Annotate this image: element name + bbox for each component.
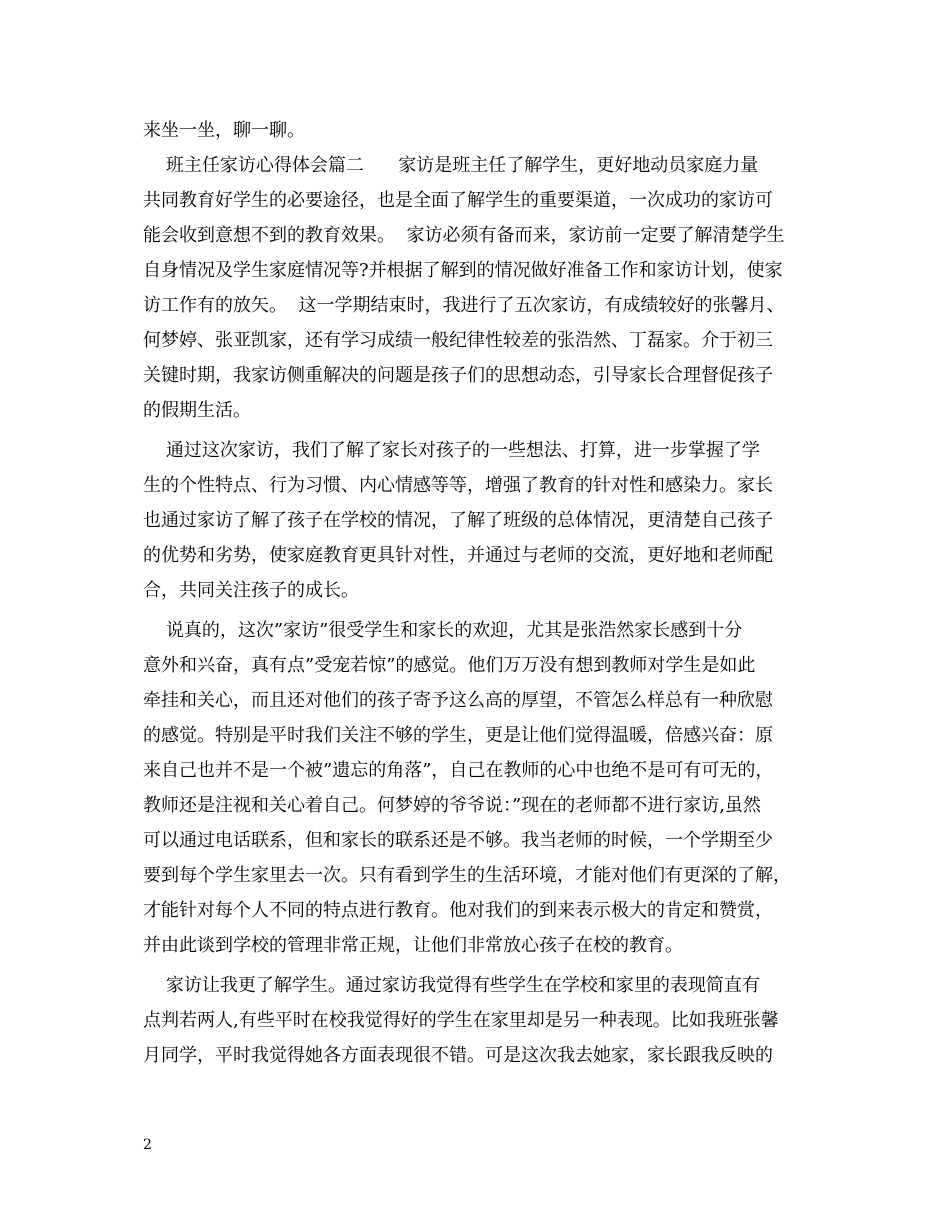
text-line: 并由此谈到学校的管理非常正规，让他们非常放心孩子在校的教育。 [143, 935, 683, 956]
text-line: 何梦婷、张亚凯家，还有学习成绩一般纪律性较差的张浩然、丁磊家。介于初三 [143, 330, 773, 351]
text-line: 的假期生活。 [143, 400, 251, 421]
text-line: 来自己也并不是一个被”遗忘的角落”，自己在教师的心中也绝不是可有可无的， [143, 760, 774, 781]
text-line: 意外和兴奋，真有点”受宠若惊”的感觉。他们万万没有想到教师对学生是如此 [143, 655, 756, 676]
text-line: 教师还是注视和关心着自己。何梦婷的爷爷说：”现在的老师都不进行家访,虽然 [143, 795, 761, 816]
text-line: 共同教育好学生的必要途径，也是全面了解学生的重要渠道，一次成功的家访可 [143, 190, 773, 211]
text-line: 的优势和劣势，使家庭教育更具针对性，并通过与老师的交流，更好地和老师配 [143, 545, 773, 566]
text-line: 牵挂和关心，而且还对他们的孩子寄予这么高的厚望，不管怎么样总有一种欣慰 [143, 690, 773, 711]
page-number: 2 [143, 1137, 152, 1153]
text-line: 点判若两人,有些平时在校我觉得好的学生在家里却是另一种表现。比如我班张馨 [143, 1010, 779, 1031]
text-line: 合，共同关注孩子的成长。 [143, 580, 359, 601]
text-line: 可以通过电话联系，但和家长的联系还是不够。我当老师的时候，一个学期至少 [143, 830, 773, 851]
text-line: 才能针对每个人不同的特点进行教育。他对我们的到来表示极大的肯定和赞赏， [143, 900, 773, 921]
text-line: 月同学，平时我觉得她各方面表现很不错。可是这次我去她家，家长跟我反映的 [143, 1045, 773, 1066]
text-line: 说真的，这次”家访”很受学生和家长的欢迎，尤其是张浩然家长感到十分 [143, 620, 743, 641]
text-line: 要到每个学生家里去一次。只有看到学生的生活环境，才能对他们有更深的了解， [143, 865, 791, 886]
text-line: 来坐一坐，聊一聊。 [143, 120, 305, 141]
text-line: 也通过家访了解了孩子在学校的情况，了解了班级的总体情况，更清楚自己孩子 [143, 510, 773, 531]
text-line: 班主任家访心得体会篇二 家访是班主任了解学生，更好地动员家庭力量 [143, 155, 759, 176]
text-line: 生的个性特点、行为习惯、内心情感等等，增强了教育的针对性和感染力。家长 [143, 475, 773, 496]
text-line: 的感觉。特别是平时我们关注不够的学生，更是让他们觉得温暖，倍感兴奋：原 [143, 725, 773, 746]
text-line: 关键时期，我家访侧重解决的问题是孩子们的思想动态，引导家长合理督促孩子 [143, 365, 773, 386]
text-line: 能会收到意想不到的教育效果。 家访必须有备而来，家访前一定要了解清楚学生 [143, 225, 785, 246]
text-line: 通过这次家访，我们了解了家长对孩子的一些想法、打算，进一步掌握了学 [143, 440, 760, 461]
text-line: 自身情况及学生家庭情况等?并根据了解到的情况做好准备工作和家访计划，使家 [143, 260, 783, 281]
text-line: 访工作有的放矢。 这一学期结束时，我进行了五次家访，有成绩较好的张馨月、 [143, 295, 785, 316]
text-line: 家访让我更了解学生。通过家访我觉得有些学生在学校和家里的表现简直有 [143, 975, 760, 996]
